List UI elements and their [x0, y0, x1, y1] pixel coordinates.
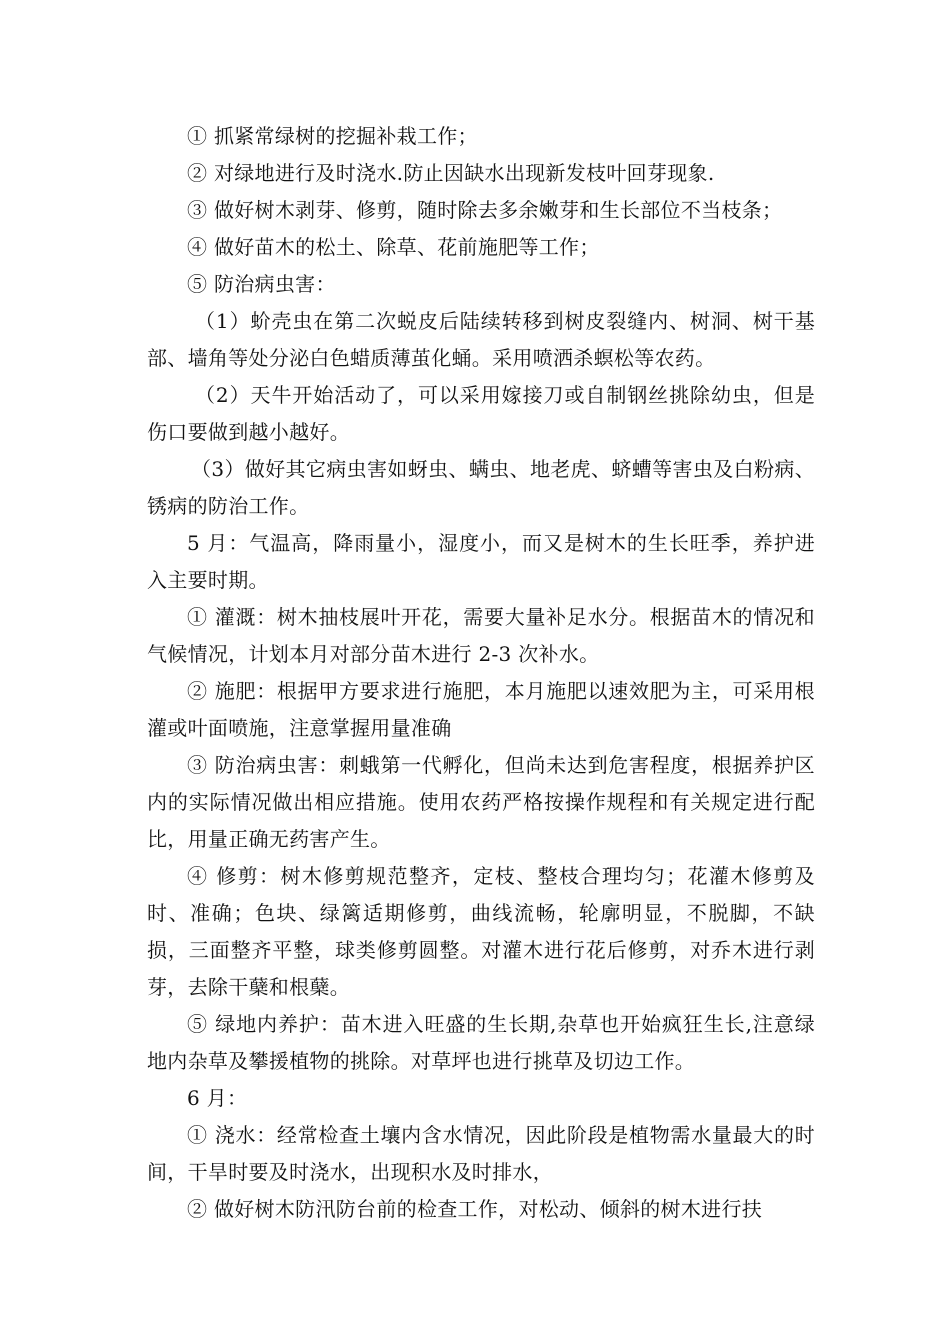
paragraph: ⑤ 防治病虫害：: [187, 272, 336, 296]
paragraph: ③ 防治病虫害：刺蛾第一代孵化，但尚未达到危害程度，根据养护区内的实际情况做出相应措施。使用农药严格按操作规程和有关规定进行配比，用量正确无药害产生。: [147, 753, 815, 851]
paragraph: （1）蚧壳虫在第二次蜕皮后陆续转移到树皮裂缝内、树洞、树干基部、墙角等处分泌白色蜡质薄茧化蛹。采用喷洒杀螟松等农药。: [147, 309, 815, 370]
paragraph: ① 浇水：经常检查土壤内含水情况，因此阶段是植物需水量最大的时间，干旱时要及时浇水，出现积水及时排水，: [147, 1123, 815, 1184]
paragraph: ② 施肥：根据甲方要求进行施肥，本月施肥以速效肥为主，可采用根灌或叶面喷施，注意掌握用量准确: [147, 679, 815, 740]
document-body: [147, 118, 815, 1228]
paragraph: 5 月：气温高，降雨量小，湿度小，而又是树木的生长旺季，养护进入主要时期。: [147, 531, 815, 592]
paragraph: ② 对绿地进行及时浇水.防止因缺水出现新发枝叶回芽现象.: [187, 161, 715, 185]
paragraph: ④ 修剪：树木修剪规范整齐，定枝、整枝合理均匀；花灌木修剪及时、准确；色块、绿篱适期修剪，曲线流畅，轮廓明显，不脱脚，不缺损，三面整齐平整，球类修剪圆整。对灌木进行花后修剪，对乔木进行剥芽，去除干蘖和根蘖。: [147, 864, 815, 999]
paragraph: ⑤ 绿地内养护：苗木进入旺盛的生长期,杂草也开始疯狂生长,注意绿地内杂草及攀援植物的挑除。对草坪也进行挑草及切边工作。: [147, 1012, 815, 1073]
paragraph: ② 做好树木防汛防台前的检查工作，对松动、倾斜的树木进行扶: [187, 1197, 763, 1221]
paragraph: （3）做好其它病虫害如蚜虫、螨虫、地老虎、蛴螬等害虫及白粉病、锈病的防治工作。: [147, 457, 815, 518]
paragraph: ③ 做好树木剥芽、修剪，随时除去多余嫩芽和生长部位不当枝条；: [187, 198, 783, 222]
paragraph: 6 月：: [187, 1086, 248, 1110]
paragraph: ① 抓紧常绿树的挖掘补栽工作；: [187, 124, 478, 148]
paragraph: （2）天牛开始活动了，可以采用嫁接刀或自制钢丝挑除幼虫，但是伤口要做到越小越好。: [147, 383, 815, 444]
paragraph: ① 灌溉：树木抽枝展叶开花，需要大量补足水分。根据苗木的情况和气候情况，计划本月对部分苗木进行 2-3 次补水。: [147, 605, 815, 666]
paragraph: ④ 做好苗木的松土、除草、花前施肥等工作；: [187, 235, 600, 259]
